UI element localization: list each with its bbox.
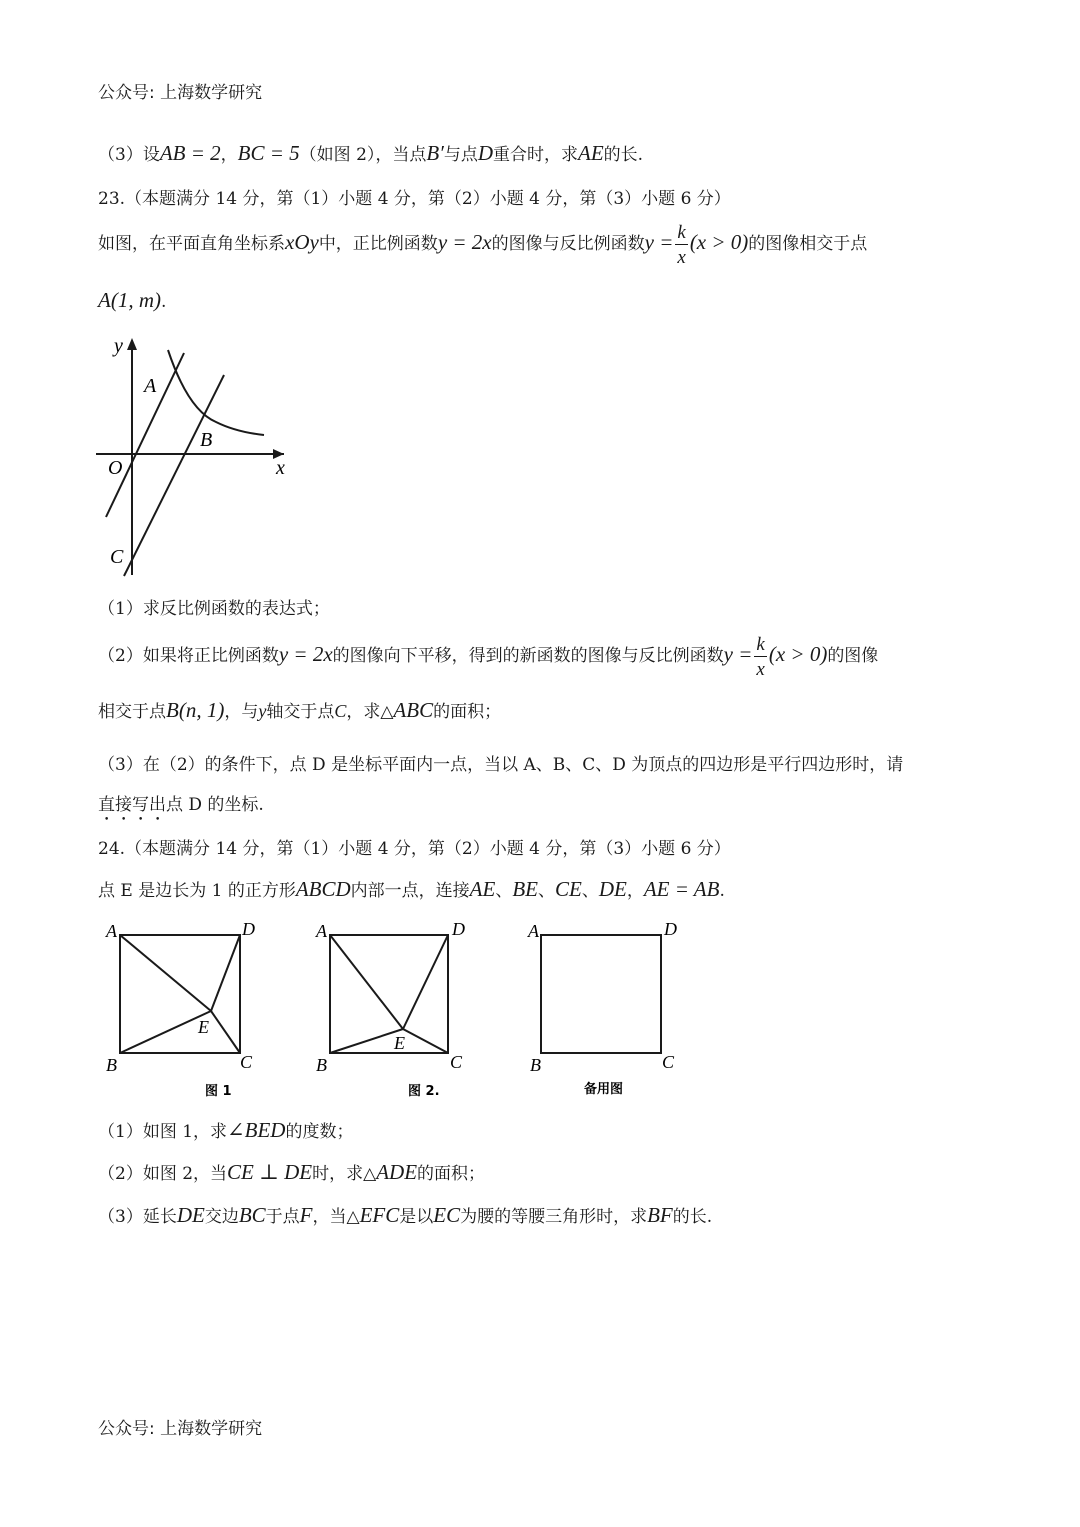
label-o: O [108,457,123,479]
q24-part3: （3）延长DE交边BC于点F，当△EFC是以EC为腰的等腰三角形时，求BF的长. [98,1203,713,1227]
q24-intro: 点 E 是边长为 1 的正方形ABCD内部一点，连接AE、BE、CE、DE，AE = AB. [98,877,725,901]
label-c: C [110,546,124,568]
label-a: A [144,375,157,397]
figure-2 [330,935,448,1053]
figure-spare [541,935,661,1053]
page-footer: 公众号: 上海数学研究 [98,1419,263,1439]
q23-part3-line2: 直接写出点 D 的坐标. [98,795,264,815]
q23-part3: （3）在（2）的条件下，点 D 是坐标平面内一点，当以 A、B、C、D 为顶点的四边形是平行四边形时，请 [98,755,904,775]
figure-1 [120,935,240,1053]
line-shifted [124,375,224,576]
q23-intro-point-a: A(1, m). [98,288,167,312]
q22-part3: （3）设AB = 2，BC = 5（如图 2），当点B′与点D重合时，求AE的长. [98,141,644,165]
q23-coordinate-figure [96,330,306,580]
fig1-label-b: B [106,1055,117,1075]
fraction-k-over-x: $\frac{k}{x}$ [677,221,686,268]
fig2-label-d: D [452,919,465,939]
fig3-label-c: C [662,1052,675,1072]
fraction-k-over-x: $\frac{k}{x}$ [756,633,765,680]
y-axis-arrow [127,338,137,350]
label-x: x [276,457,285,479]
fig1-label-a: A [106,921,117,941]
q23-intro: 如图，在平面直角坐标系xOy中，正比例函数y = 2x的图像与反比例函数y = $\frac{k}{x}$ (x > 0)的图像相交于点 [98,221,868,268]
q23-part2-line2: 相交于点B(n, 1)，与y轴交于点C，求△ABC的面积； [98,698,502,722]
q24-part2: （2）如图 2，当CE ⊥ DE时，求△ADE的面积； [98,1160,486,1184]
fig2-label-e: E [394,1033,405,1053]
fig1-label-c: C [240,1052,253,1072]
q24-part1: （1）如图 1，求∠BED的度数； [98,1118,354,1142]
fig3-label-d: D [664,919,677,939]
fig2-caption: 图 2. [408,1084,440,1099]
q24-figures [100,915,700,1105]
fig2-label-b: B [316,1055,327,1075]
fig1-label-e: E [198,1017,209,1037]
fig2-label-c: C [450,1052,463,1072]
q23-heading: 23.（本题满分 14 分，第（1）小题 4 分，第（2）小题 4 分，第（3）小题 6 分） [98,189,731,209]
fig1-label-d: D [242,919,255,939]
q23-part2: （2）如果将正比例函数y = 2x的图像向下平移，得到的新函数的图像与反比例函数y = $\frac{k}{x}$ (x > 0)的图像 [98,633,879,680]
fig3-label-b: B [530,1055,541,1075]
fig3-caption: 备用图 [584,1082,624,1097]
fig3-label-a: A [528,921,539,941]
q24-heading: 24.（本题满分 14 分，第（1）小题 4 分，第（2）小题 4 分，第（3）小题 6 分） [98,839,731,859]
page-header: 公众号: 上海数学研究 [98,83,263,103]
fig1-caption: 图 1 [205,1084,232,1099]
q23-part1: （1）求反比例函数的表达式； [98,599,330,619]
fig2-label-a: A [316,921,327,941]
label-y: y [114,335,123,357]
label-b: B [200,429,213,451]
